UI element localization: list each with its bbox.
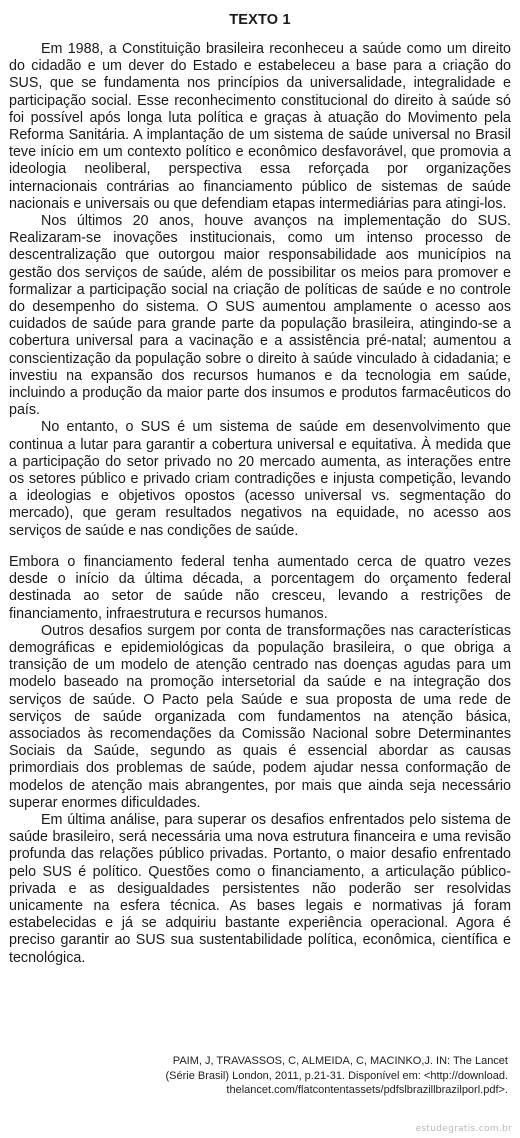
paragraph-1: Em 1988, a Constituição brasileira reconheceu a saúde como um direito do cidadão e um dever do Estado e estabeleceu a base para a criação do SUS, que se fundamenta nos princípios da universalidade, integralidade e participação social. Esse reconhecimento constitucional do direito à saúde só foi possível após longa luta política e graças à atuação do Movimento pela Reforma Sanitária. A implantação de um sistema de saúde universal no Brasil teve início em um contexto político e econômico desfavorável, que promovia a ideologia neoliberal, perspectiva essa reforçada por organizações internacionais contrárias ao financiamento público de sistemas de saúde nacionais e universais ou que defendiam etapas intermediárias para atingi-los. bbox=[9, 41, 511, 212]
citation bbox=[88, 1054, 508, 1098]
paragraph-6: Em última análise, para superar os desafios enfrentados pelo sistema de saúde brasileiro, será necessária uma nova estrutura financeira e uma revisão profunda das relações público privadas. Portanto, o maior desafio enfrentado pelo SUS é político. Questões como o financiamento, a articulação público-privada e as desigualdades persistentes não poderão ser resolvidas unicamente na esfera técnica. As bases legais e normativas já foram estabelecidas e já se adquiriu bastante experiência operacional. Agora é preciso garantir ao SUS sua sustentabilidade política, econômica, científica e tecnológica. bbox=[9, 811, 511, 966]
watermark: estudegratis.com.br bbox=[415, 1124, 512, 1134]
paragraph-2: Nos últimos 20 anos, houve avanços na implementação do SUS. Realizaram-se inovações institucionais, como um intenso processo de descentralização que outorgou maior responsabilidade aos municípios na gestão dos serviços de saúde, além de possibilitar os meios para promover e formalizar a participação social na criação de políticas de saúde e no controle do desempenho do sistema. O SUS aumentou amplamente o acesso aos cuidados de saúde para grande parte da população brasileira, atingindo-se a cobertura universal para a vacinação e a assistência pré-natal; aumentou a conscientização da população sobre o direito à saúde vinculado à cidadania; e investiu na expansão dos recursos humanos e da tecnologia em saúde, incluindo a produção da maior parte dos insumos e produtos farmacêuticos do país. bbox=[9, 213, 511, 419]
article-body bbox=[9, 41, 511, 967]
citation-line-3: thelancet.com/flatcontentassets/pdfslbrazillbrazilporl.pdf>. bbox=[226, 1084, 508, 1096]
paragraph-4: Embora o financiamento federal tenha aumentado cerca de quatro vezes desde o início da última década, a porcentagem do orçamento federal destinada ao setor de saúde não cresceu, levando a restrições de financiamento, infraestrutura e recursos humanos. bbox=[9, 553, 511, 622]
document-title: TEXTO 1 bbox=[229, 12, 291, 28]
citation-line-1: PAIM, J, TRAVASSOS, C, ALMEIDA, C, MACINKO,J. IN: The Lancet bbox=[172, 1055, 508, 1067]
citation-line-2: (Série Brasil) London, 2011, p.21-31. Disponível em: <http://download. bbox=[165, 1069, 508, 1082]
paragraph-3: No entanto, o SUS é um sistema de saúde em desenvolvimento que continua a lutar para garantir a cobertura universal e equitativa. À medida que a participação do setor privado no 20 mercado aumenta, as interações entre os setores público e privado criam contradições e injusta competição, levando a ideologias e objetivos opostos (acesso universal vs. segmentação do mercado), que geram resultados negativos na equidade, no acesso aos serviços de saúde e nas condições de saúde. bbox=[9, 419, 511, 539]
paragraph-5: Outros desafios surgem por conta de transformações nas características demográficas e epidemiológicas da população brasileira, o que obriga a transição de um modelo de atenção centrado nas doenças agudas para um modelo baseado na promoção intersetorial da saúde e na integração dos serviços de saúde. O Pacto pela Saúde e sua proposta de uma rede de serviços de saúde organizada com fundamentos na atenção básica, associados às recomendações da Comissão Nacional sobre Determinantes Sociais da Saúde, segundo as quais é essencial abordar as causas primordiais dos problemas de saúde, podem ajudar nessa conformação de modelos de atenção mais abrangentes, por mais que ainda seja necessário superar enormes dificuldades. bbox=[9, 622, 511, 811]
